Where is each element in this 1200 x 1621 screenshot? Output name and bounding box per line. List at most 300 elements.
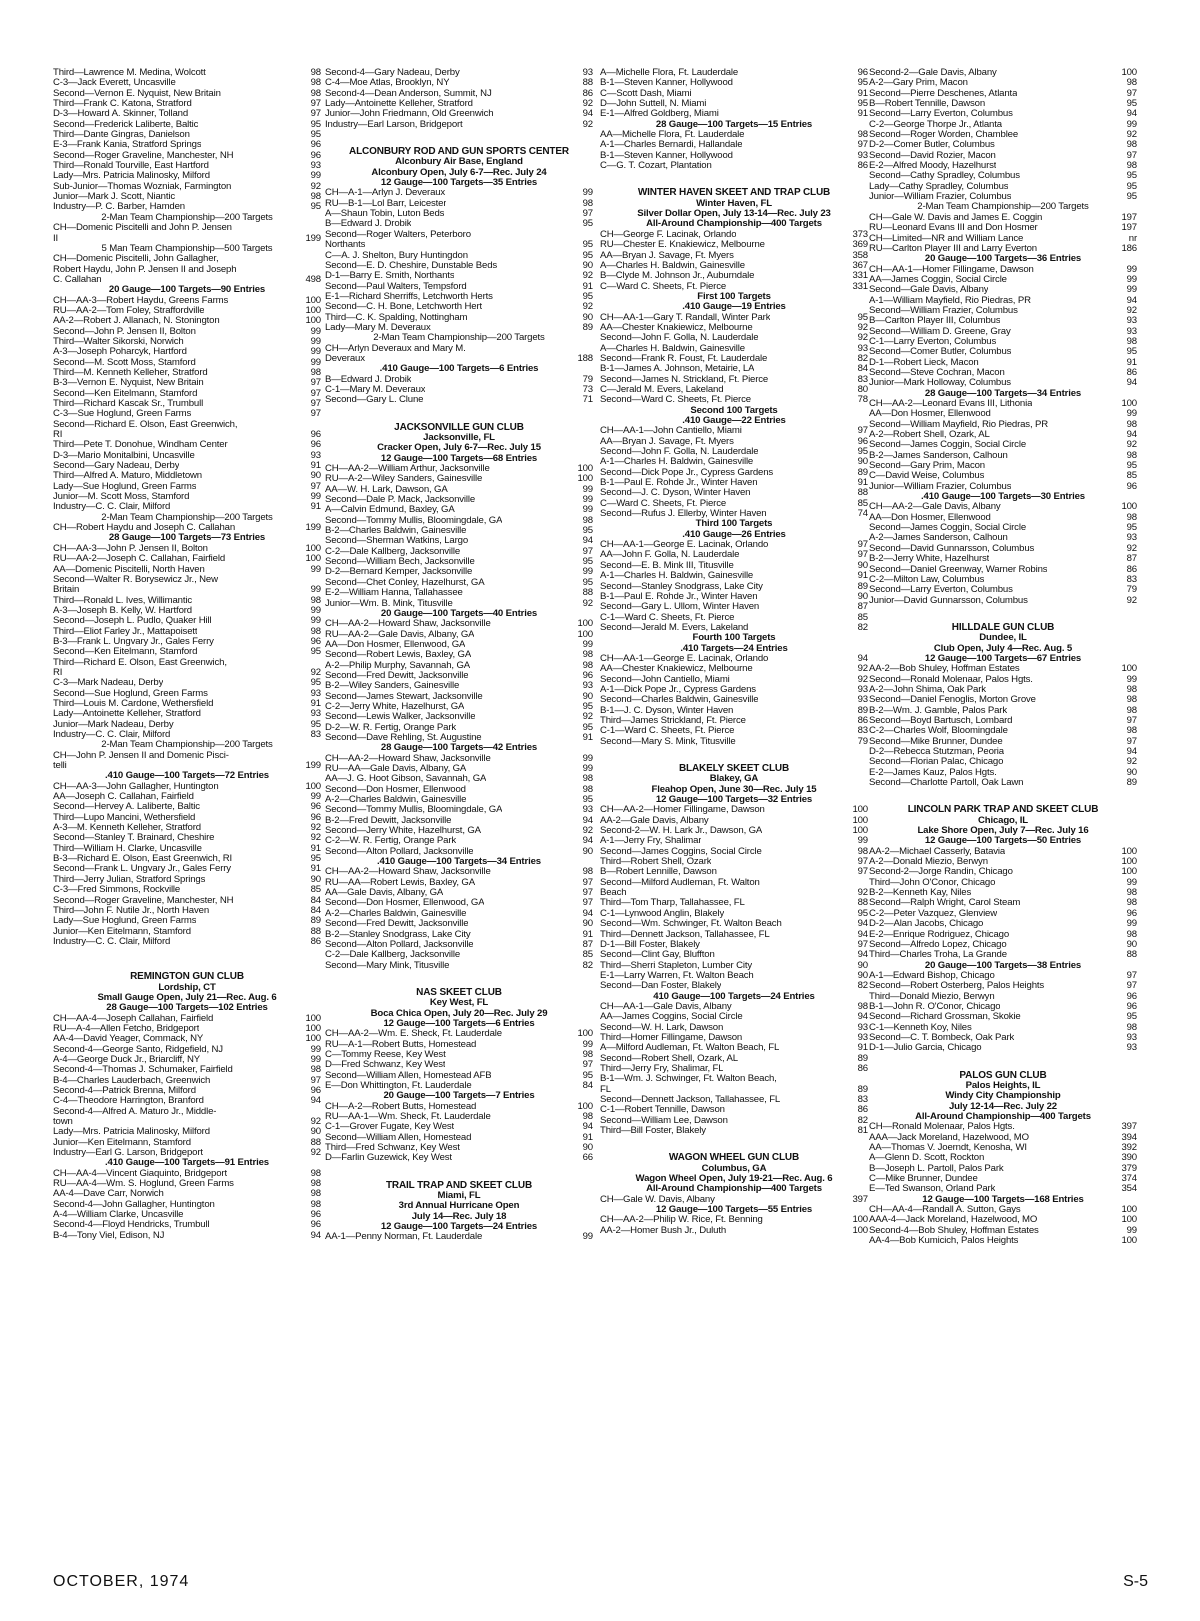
event-title: Cracker Open, July 6-7—Rec. July 15 (377, 442, 541, 454)
score: 99 (310, 615, 321, 627)
score: 98 (1126, 77, 1137, 89)
shooter-name: B—Robert Lennille, Dawson (600, 867, 717, 878)
shooter-name: Third—M. Kenneth Kelleher, Stratford (53, 367, 208, 378)
shooter-name: D-2—W. R. Fertig, Orange Park (325, 722, 457, 733)
score: 93 (1126, 325, 1137, 337)
score: 91 (857, 570, 868, 582)
score: 86 (310, 935, 321, 947)
score: 93 (857, 683, 868, 695)
shooter-name: RU—Leonard Evans III and Don Hosmer (869, 223, 1038, 234)
gauge-heading: .410 Targets—24 Entries (680, 642, 788, 654)
score: 97 (310, 408, 321, 420)
shooter-name: Junior—William Frazier, Columbus (869, 481, 1012, 492)
shooter-name: Second—Don Hosmer, Ellenwood (325, 784, 466, 795)
result-row (53, 1117, 321, 1127)
result-row (869, 1023, 1137, 1033)
result-row (869, 265, 1137, 275)
result-row (869, 726, 1137, 736)
score: 98 (582, 197, 593, 209)
shooter-name: Second—Sue Hoglund, Green Farms (53, 688, 208, 699)
result-row (600, 1215, 868, 1225)
shooter-name: Third—Eliot Farley Jr., Mattapoisett (53, 626, 198, 637)
result-row (53, 440, 321, 450)
score: 98 (310, 1188, 321, 1200)
score: 100 (852, 804, 868, 816)
result-row (325, 805, 593, 815)
result-row (325, 795, 593, 805)
shooter-name: A—Charles H. Baldwin, Gainesville (600, 343, 745, 354)
score: 373 (852, 228, 868, 240)
result-row (869, 161, 1137, 171)
result-row (869, 1122, 1137, 1132)
score: 97 (857, 938, 868, 950)
shooter-name: C. Callahan (53, 274, 102, 285)
result-row (600, 737, 868, 747)
section-gap (600, 171, 868, 179)
score: 95 (310, 677, 321, 689)
gauge-heading: All-Around Championship—400 Targets (646, 218, 822, 230)
result-row (325, 188, 593, 198)
shooter-name: Second—James Coggin, Social Circle (869, 440, 1027, 451)
result-row (325, 68, 593, 78)
result-row (325, 271, 593, 281)
shooter-name: Third—Richard E. Olson, East Greenwich, (53, 657, 227, 668)
result-row (869, 1043, 1137, 1053)
event-title: Club Open, July 4—Rec. Aug. 5 (933, 642, 1073, 654)
score: 82 (857, 621, 868, 633)
shooter-name: CH—AA-2—William Arthur, Jacksonville (325, 464, 490, 475)
score: 98 (310, 87, 321, 99)
score: 98 (310, 1178, 321, 1190)
section-gap (325, 406, 593, 414)
shooter-name: RU—AA-1—Wm. Sheck, Ft. Lauderdale (325, 1112, 491, 1122)
score: 93 (1126, 1042, 1137, 1054)
shooter-name: AA-2—Gale Davis, Albany (600, 815, 709, 826)
shooter-name: RU—AA—Gale Davis, Albany, GA (325, 764, 467, 774)
shooter-name: RI (53, 667, 63, 678)
score: 97 (1126, 969, 1137, 981)
result-row (325, 867, 593, 877)
result-row (600, 805, 868, 815)
club-name: ALCONBURY ROD AND GUN SPORTS CENTER (349, 146, 569, 158)
shooter-name: AA-4—David Yeager, Commack, NY (53, 1034, 204, 1045)
score: 94 (582, 1121, 593, 1133)
score: 80 (857, 383, 868, 395)
shooter-name: CH—George F. Lacinak, Orlando (600, 229, 737, 240)
result-row (325, 495, 593, 505)
shooter-name: AA—J. G. Hoot Gibson, Savannah, GA (325, 774, 487, 785)
result-row (53, 409, 321, 419)
score: 79 (857, 735, 868, 747)
shooter-name: B-3—Frank L. Ungvary Jr., Gales Ferry (53, 636, 214, 647)
shooter-name: Second-4—Patrick Brenna, Milford (53, 1086, 196, 1096)
score: 199 (305, 760, 321, 772)
score: 98 (582, 514, 593, 526)
result-row (869, 471, 1137, 481)
score: 95 (310, 853, 321, 865)
score: 89 (857, 704, 868, 716)
shooter-name: D—John Suttell, N. Miami (600, 99, 707, 110)
shooter-name: Second—John P. Jensen II, Bolton (53, 326, 196, 337)
result-row (325, 723, 593, 733)
score: 91 (857, 87, 868, 99)
score: 93 (310, 687, 321, 699)
result-row (53, 171, 321, 181)
club-location: Alconbury Air Base, England (395, 156, 523, 168)
gauge-heading: .410 Gauge—19 Entries (682, 301, 786, 313)
shooter-name: CH—AA-4—Vincent Giaquinto, Bridgeport (53, 1168, 227, 1179)
score: 95 (1126, 346, 1137, 358)
result-row (869, 1174, 1137, 1184)
result-row (53, 782, 321, 792)
score: 99 (582, 504, 593, 516)
score: 89 (857, 466, 868, 478)
result-row (869, 89, 1137, 99)
shooter-name: AA—Michelle Flora, Ft. Lauderdale (600, 130, 745, 141)
result-row (325, 661, 593, 671)
score: 331 (852, 270, 868, 282)
score: 98 (1126, 928, 1137, 940)
result-row (600, 1105, 868, 1115)
footer-date: OCTOBER, 1974 (53, 1573, 190, 1590)
shooter-name: Industry—Earl Larson, Bridgeport (325, 119, 463, 130)
result-row (325, 302, 593, 312)
shooter-name: Third—Walter Sikorski, Norwich (53, 336, 184, 347)
result-row (325, 785, 593, 795)
result-row (869, 358, 1137, 368)
score: 199 (305, 232, 321, 244)
score: 91 (310, 697, 321, 709)
result-row (600, 836, 868, 846)
result-row (600, 950, 868, 960)
gauge-heading: 28 Gauge—100 Targets—34 Entries (924, 387, 1082, 399)
score: 95 (582, 576, 593, 588)
section-gap (600, 747, 868, 755)
shooter-name: Industry—P. C. Barber, Hamden (53, 202, 185, 213)
shooter-name: C—G. T. Cozart, Plantation (600, 161, 712, 172)
score: 95 (1126, 460, 1137, 472)
score: 66 (582, 1152, 593, 1164)
result-row (53, 1220, 321, 1230)
result-row (600, 488, 868, 498)
result-row (53, 1055, 321, 1065)
score: 81 (857, 1125, 868, 1137)
shooter-name: E-1—Larry Warren, Ft. Walton Beach (600, 970, 754, 981)
score: 97 (582, 545, 593, 557)
result-row (869, 420, 1137, 430)
score: 82 (857, 352, 868, 364)
shooter-name: C-3—Jack Everett, Uncasville (53, 78, 176, 89)
score: 99 (1126, 118, 1137, 130)
shooter-name: RI (53, 430, 63, 441)
shooter-name: B—Carlton Player III, Columbus (869, 316, 1001, 327)
result-row (869, 981, 1137, 991)
result-row (53, 616, 321, 626)
shooter-name: C-2—Peter Vazquez, Glenview (869, 908, 998, 919)
score: 367 (852, 259, 868, 271)
score: 83 (1126, 573, 1137, 585)
shooter-name: C-2—Charles Wolf, Bloomingdale (869, 726, 1008, 737)
score: 94 (857, 928, 868, 940)
score: 99 (310, 1053, 321, 1065)
result-row (869, 940, 1137, 950)
result-row (53, 389, 321, 399)
score: 98 (857, 1000, 868, 1012)
shooter-name: Third—Alfred A. Maturo, Middletown (53, 471, 202, 482)
score: 100 (1121, 866, 1137, 878)
score: 99 (582, 187, 593, 199)
result-row (325, 230, 593, 240)
shooter-name: A—Glenn D. Scott, Rockton (869, 1153, 985, 1164)
result-row (325, 878, 593, 888)
score: 86 (857, 160, 868, 172)
shooter-name: B-4—Charles Lauderbach, Greenwich (53, 1075, 211, 1086)
score: 98 (310, 191, 321, 203)
shooter-name: AA-2—Bob Shuley, Hoffman Estates (869, 664, 1020, 675)
shooter-name: Lady—Sue Hoglund, Green Farms (53, 916, 197, 927)
score: 100 (305, 780, 321, 792)
result-row (869, 368, 1137, 378)
column-2 (325, 68, 593, 1243)
result-row (869, 440, 1137, 450)
score: 98 (310, 1198, 321, 1210)
result-row (869, 898, 1137, 908)
shooter-name: Second—John F. Golla, N. Lauderdale (600, 333, 759, 344)
shooter-name: A-1—William Mayfield, Rio Piedras, PR (869, 295, 1031, 306)
result-row (869, 675, 1137, 685)
shooter-name: Second—Dick Pope Jr., Cypress Gardens (600, 467, 774, 478)
score: 100 (1121, 501, 1137, 513)
result-row (600, 961, 868, 971)
shooter-name: Third—Dennett Jackson, Tallahassee, FL (600, 929, 770, 940)
score: 92 (1126, 129, 1137, 141)
result-row (869, 992, 1137, 1002)
score: 92 (1126, 756, 1137, 768)
score: 98 (1126, 418, 1137, 430)
result-row (325, 1232, 593, 1242)
result-row (600, 1043, 868, 1053)
shooter-name: Second—Ken Eitelmann, Stamford (53, 647, 198, 658)
score: 86 (582, 87, 593, 99)
result-row (53, 120, 321, 130)
score: 92 (582, 711, 593, 723)
result-row (325, 588, 593, 598)
gauge-heading: 20 Gauge—100 Targets—7 Entries (383, 1090, 535, 1102)
shooter-name: CH—AA-2—Howard Shaw, Jacksonville (325, 867, 491, 878)
score: 96 (310, 811, 321, 823)
gauge-heading: .410 Gauge—100 Targets—91 Entries (105, 1157, 269, 1169)
gauge-heading: 28 Gauge—100 Targets—73 Entries (108, 532, 266, 544)
result-row (600, 561, 868, 571)
shooter-name: C-2—Milton Law, Columbus (869, 574, 985, 585)
shooter-name: AA—Bryan J. Savage, Ft. Myers (600, 250, 734, 261)
score: 99 (582, 1231, 593, 1243)
score: 94 (1126, 429, 1137, 441)
shooter-name: AA—Don Hosmer, Ellenwood (869, 512, 991, 523)
shooter-name: C—Jerald M. Evers, Lakeland (600, 384, 724, 395)
result-row (53, 844, 321, 854)
result-row (869, 1205, 1137, 1215)
shooter-name: Second—Mary S. Mink, Titusville (600, 736, 736, 747)
result-row (325, 516, 593, 526)
score: 87 (1126, 553, 1137, 565)
result-row (325, 919, 593, 929)
score: 94 (582, 835, 593, 847)
score: 92 (857, 887, 868, 899)
shooter-name: Second—Robert Lewis, Baxley, GA (325, 650, 472, 661)
score: 91 (310, 863, 321, 875)
score: 95 (582, 794, 593, 806)
score: 97 (310, 387, 321, 399)
score: 197 (1121, 222, 1137, 234)
score: 97 (857, 139, 868, 151)
result-row (869, 544, 1137, 554)
score: 96 (310, 429, 321, 441)
result-row (53, 596, 321, 606)
score: 90 (857, 590, 868, 602)
event-title: Boca Chica Open, July 20—Rec. July 29 (370, 1007, 548, 1019)
result-row (600, 1126, 868, 1136)
result-row (869, 182, 1137, 192)
result-row (600, 499, 868, 509)
score: 99 (310, 325, 321, 337)
result-row (869, 337, 1137, 347)
shooter-name: CH—AA-1—George E. Lacinak, Orlando (600, 653, 769, 664)
score: 92 (1126, 542, 1137, 554)
score: 95 (1126, 1011, 1137, 1023)
shooter-name: A-3—Joseph Poharcyk, Hartford (53, 347, 187, 358)
result-row (53, 471, 321, 481)
shooter-name: D-3—Mario Monitalbini, Uncasville (53, 450, 195, 461)
result-row (53, 306, 321, 316)
shooter-name: D—Farlin Guzewick, Key West (325, 1153, 452, 1164)
shooter-name: Second—Fred Dewitt, Jacksonville (325, 919, 469, 930)
shooter-name: Second—Dale P. Mack, Jacksonville (325, 495, 476, 506)
shooter-name: CH—AA-1—Gary T. Randall, Winter Park (600, 312, 771, 323)
section-gap (869, 606, 1137, 614)
score: 98 (857, 129, 868, 141)
shooter-name: C-2—George Thorpe Jr., Atlanta (869, 119, 1002, 130)
result-row (600, 592, 868, 602)
score: 96 (310, 801, 321, 813)
score: 100 (577, 463, 593, 475)
score: 92 (857, 663, 868, 675)
result-row (600, 1012, 868, 1022)
score: 91 (582, 1131, 593, 1143)
club-name: BLAKELY SKEET CLUB (678, 763, 790, 774)
shooter-name: AA—John F. Golla, N. Lauderdale (600, 550, 740, 561)
score: 86 (857, 1062, 868, 1074)
score: 374 (1121, 1173, 1137, 1185)
shooter-name: AA-2—Homer Bush Jr., Duluth (600, 1225, 727, 1236)
result-row (53, 1107, 321, 1117)
shooter-name: C-2—Dale Kallberg, Jacksonville (325, 950, 461, 961)
club-name: NAS SKEET CLUB (416, 986, 502, 998)
shooter-name: AA-2—Robert J. Allanach, N. Stonington (53, 316, 220, 327)
result-row (53, 337, 321, 347)
event-title: 3rd Annual Hurricane Open (398, 1200, 520, 1212)
result-row (325, 567, 593, 577)
shooter-name: RU—AA-2—Gale Davis, Albany, GA (325, 629, 475, 640)
score: 100 (852, 825, 868, 837)
shooter-name: C-4—Moe Atlas, Brooklyn, NY (325, 78, 450, 89)
score: 92 (857, 332, 868, 344)
shooter-name: Second—Hervey A. Laliberte, Baltic (53, 802, 200, 813)
shooter-name: Junior—William Frazier, Columbus (869, 192, 1012, 203)
result-row (53, 358, 321, 368)
shooter-name: Second—Charles Baldwin, Gainesville (600, 695, 759, 706)
gauge-heading: 12 Gauge—100 Targets—168 Entries (922, 1193, 1084, 1205)
score: 96 (1126, 480, 1137, 492)
score: 87 (857, 601, 868, 613)
score: 97 (310, 1074, 321, 1086)
shooter-name: Second—Roger Walters, Peterboro (325, 229, 471, 240)
result-row (869, 930, 1137, 940)
score: 83 (310, 729, 321, 740)
shooter-name: Lady—Mrs. Patricia Malinosky, Milford (53, 171, 210, 182)
shooter-name: AA-2—Michael Casserly, Batavia (869, 846, 1006, 857)
score: 95 (310, 201, 321, 213)
shooter-name: Second—David Rozier, Macon (869, 150, 996, 161)
result-row (53, 689, 321, 699)
result-row (325, 640, 593, 650)
shooter-name: D-1—Robert Lieck, Macon (869, 357, 979, 368)
score: 498 (305, 273, 321, 285)
shooter-name: A-3—M. Kenneth Kelleher, Stratford (53, 823, 201, 834)
result-row (53, 451, 321, 461)
event-title: Wagon Wheel Open, July 19-21—Rec. Aug. 6 (635, 1173, 833, 1185)
result-row (325, 764, 593, 774)
shooter-name: B-1—Steven Kanner, Hollywood (600, 150, 733, 161)
score: 89 (582, 321, 593, 333)
score: 91 (857, 108, 868, 120)
score: 96 (310, 149, 321, 161)
shooter-name: Lady—Cathy Spradley, Columbus (869, 181, 1009, 192)
score: 96 (1126, 1000, 1137, 1012)
result-row (869, 120, 1137, 130)
result-row (600, 323, 868, 333)
shooter-name: B-2—Wm. J. Gamble, Palos Park (869, 705, 1007, 716)
shooter-name: Second—Sherman Watkins, Largo (325, 536, 469, 547)
result-row (53, 720, 321, 730)
result-row (325, 940, 593, 950)
shooter-name: Second—David Gunnarsson, Columbus (869, 543, 1035, 554)
score: 99 (1126, 1224, 1137, 1236)
score: 100 (577, 628, 593, 640)
score: 95 (310, 118, 321, 130)
shooter-name: CH—AA-4—Joseph Callahan, Fairfield (53, 1013, 214, 1024)
score: 96 (310, 1085, 321, 1096)
result-row (325, 547, 593, 557)
score: 100 (852, 1214, 868, 1226)
shooter-name: AA—Thomas V. Joerndt, Kenosha, WI (869, 1143, 1027, 1154)
result-row (53, 161, 321, 171)
score: 83 (857, 1094, 868, 1105)
result-row (53, 668, 321, 678)
shooter-name: Second—Rufus J. Ellerby, Winter Haven (600, 509, 767, 520)
result-row (869, 1226, 1137, 1236)
event-title: Silver Dollar Open, July 13-14—Rec. July 23 (637, 208, 831, 220)
shooter-name: Third—John O'Conor, Chicago (869, 877, 996, 888)
result-row (53, 1096, 321, 1106)
result-row (325, 712, 593, 722)
shooter-name: Second—Daniel Greenway, Warner Robins (869, 564, 1048, 575)
score: 90 (582, 1142, 593, 1154)
result-row (869, 430, 1137, 440)
shooter-name: Second—Stanley T. Brainard, Cheshire (53, 833, 215, 844)
score: 92 (310, 822, 321, 834)
club-location: Columbus, GA (701, 1162, 767, 1174)
